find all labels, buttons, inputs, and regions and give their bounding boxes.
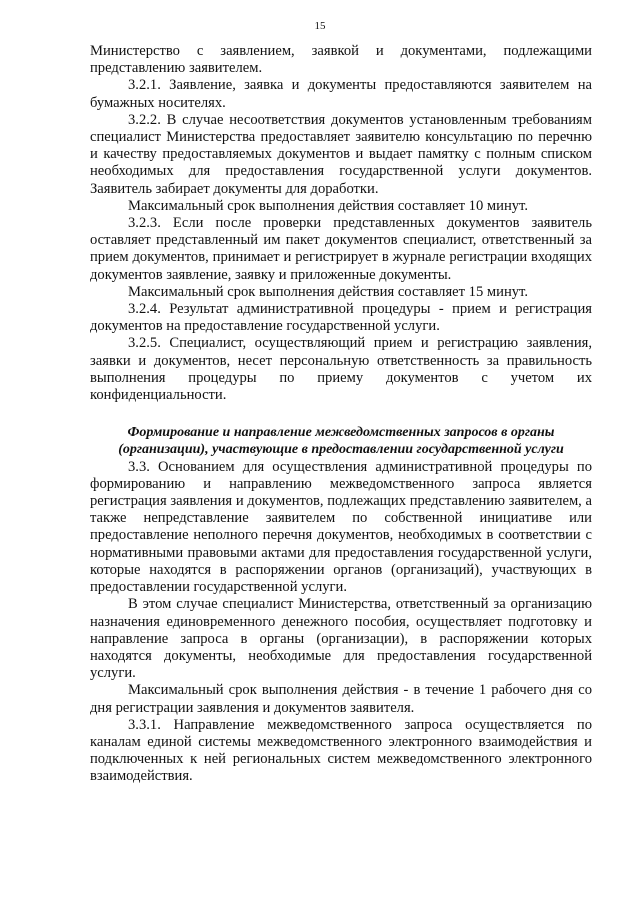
paragraph: Максимальный срок выполнения действия - в течение 1 рабочего дня со дня регистрации заявления и документов заявителя. bbox=[90, 682, 592, 716]
paragraph: В этом случае специалист Министерства, ответственный за организацию назначения единовременного денежного пособия, осуществляет подготовку и направление запроса в органы (организации), в распоряжении которых находятся документы, необходимые для предоставления государственной услуги. bbox=[90, 596, 592, 682]
paragraph: Министерство с заявлением, заявкой и документами, подлежащими представлению заявителем. bbox=[90, 43, 592, 77]
paragraph: 3.3. Основанием для осуществления административной процедуры по формированию и направлению межведомственного запроса является регистрация заявления и документов, подлежащих представлению заявителем, а также непредставление заявителем по собственной инициативе или предоставление неполного перечня документов, необходимых в соответствии с нормативными правовыми актами для предоставления государственной услуги, которые находятся в распоряжении органов (организаций), участвующих в предоставлении государственной услуги. bbox=[90, 458, 592, 596]
section-heading: Формирование и направление межведомственных запросов в органы (организации), участвующие в предоставлении государственной услуги bbox=[118, 425, 564, 458]
paragraph: 3.2.1. Заявление, заявка и документы предоставляются заявителем на бумажных носителях. bbox=[90, 77, 592, 111]
paragraph: 3.2.3. Если после проверки представленных документов заявитель оставляет представленный им пакет документов специалист, ответственный за прием документов, принимает и регистрирует в журнале регистрации входящих документов заявление, заявку и приложенные документы. bbox=[90, 215, 592, 283]
paragraph: Максимальный срок выполнения действия составляет 10 минут. bbox=[128, 197, 528, 214]
paragraph: Максимальный срок выполнения действия составляет 15 минут. bbox=[128, 283, 528, 300]
paragraph: 3.2.2. В случае несоответствия документов установленным требованиям специалист Министерства предоставляет заявителю консультацию по перечню и качеству предоставляемых документов и выдает памятку с полным списком необходимых для предоставления государственной услуги документов. Заявитель забирает документы для доработки. bbox=[90, 111, 592, 197]
paragraph: 3.3.1. Направление межведомственного запроса осуществляется по каналам единой системы межведомственного электронного взаимодействия и подключенных к ней региональных систем межведомственного электронного взаимодействия. bbox=[90, 716, 592, 785]
paragraph: 3.2.5. Специалист, осуществляющий прием и регистрацию заявления, заявки и документов, несет персональную ответственность за правильность выполнения процедуры по приему документов с учетом их конфиденциальности. bbox=[90, 335, 592, 404]
page-number: 15 bbox=[314, 20, 326, 32]
paragraph: 3.2.4. Результат административной процедуры - прием и регистрация документов на предоставление государственной услуги. bbox=[90, 301, 592, 335]
document-body bbox=[90, 43, 592, 786]
